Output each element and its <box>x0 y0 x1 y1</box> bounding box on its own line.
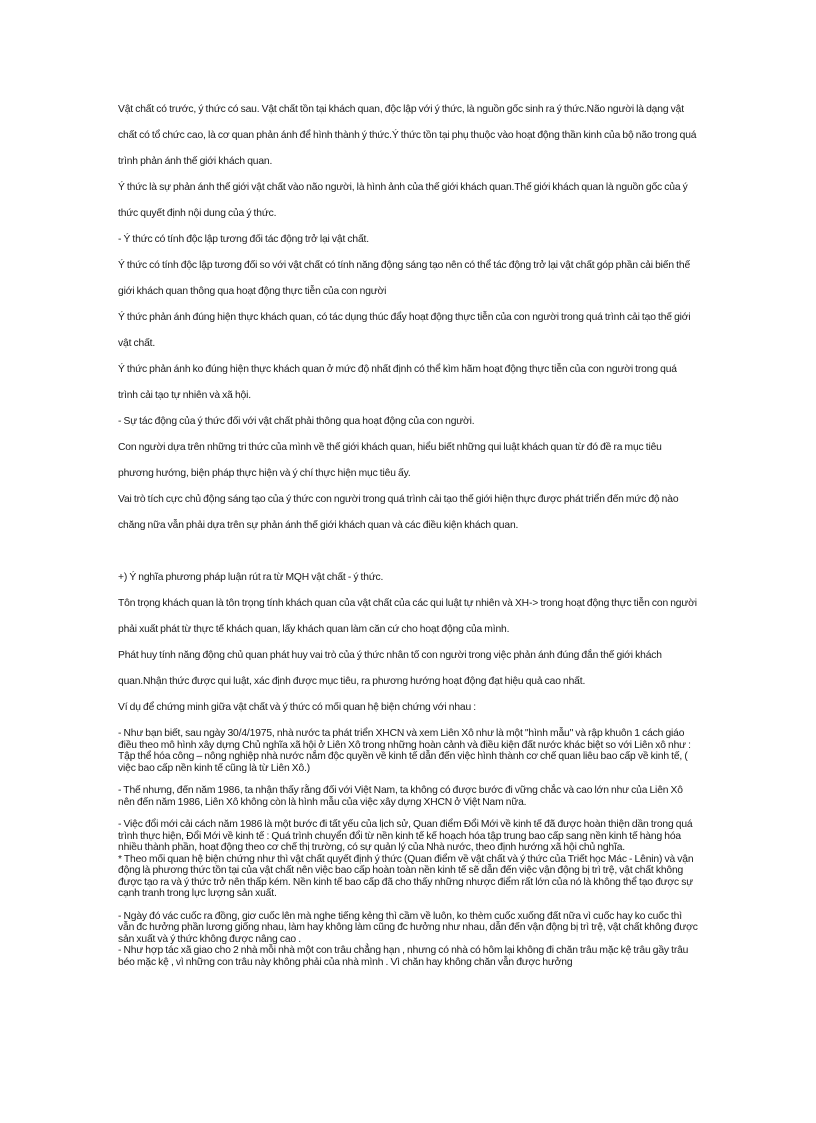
paragraph: - Thế nhưng, đến năm 1986, ta nhận thấy rằng đối với Việt Nam, ta không có được bước đi vững chắc và cao lớn như của Liên Xô nên đến năm 1986, Liên Xô không còn là hình mẫu của việc xây dựng XHCN ở Việt Nam nữa. <box>118 785 683 808</box>
section-heading: +) Ý nghĩa phương pháp luận rút ra từ MQH vật chất - ý thức. <box>118 572 384 583</box>
paragraph: Ý thức phản ánh ko đúng hiện thực khách quan ở mức độ nhất định có thể kìm hãm hoạt động thực tiễn của con người trong quá trình cải tạo tự nhiên và xã hội. <box>118 364 677 401</box>
paragraph: - Ngày đó vác cuốc ra đồng, giơ cuốc lên mà nghe tiếng kẻng thì cầm về luôn, ko thèm cuốc xuống đất nữa vì cuốc hay ko cuốc thì vẫn đc hưởng phần lương giống nhau, làm hay không làm cũng đc hưởng như nhau, dẫn đến vận động bị trì trệ, vật chất không được sản xuất và ý thức không được nâng cao . <box>118 910 698 945</box>
paragraph: Con người dựa trên những tri thức của mình về thế giới khách quan, hiểu biết những qui luật khách quan từ đó đề ra mục tiêu phương hướng, biện pháp thực hiện và ý chí thực hiện mục tiêu ấy. <box>118 442 662 479</box>
paragraph: - Sự tác động của ý thức đối với vật chất phải thông qua hoạt động của con người. <box>118 416 475 427</box>
paragraph: - Như hợp tác xã giao cho 2 nhà mỗi nhà một con trâu chẳng hạn , nhưng có nhà có hôm lại không đi chăn trâu mặc kệ trâu gầy trâu béo mặc kệ , vì những con trâu này không phải của nhà mình . Vì chăn hay không chăn vẫn được hưởng <box>118 945 689 968</box>
paragraph: - Việc đổi mới cải cách năm 1986 là một bước đi tất yếu của lịch sử, Quan điểm Đổi Mới về kinh tế đã được hoàn thiện dần trong quá trình thực hiện, Đổi Mới về kinh tế : Quá trình chuyển đổi từ nền kinh tế kế hoạch hóa tập trung bao cấp sang nền kinh tế hàng hóa nhiều thành phần, hoạt động theo cơ chế thị trường, có sự quản lý của Nhà nước, theo định hướng xã hội chủ nghĩa. <box>118 819 693 853</box>
document-body <box>118 97 698 968</box>
blank-line <box>118 539 698 565</box>
paragraph: Ý thức có tính độc lập tương đối so với vật chất có tính năng động sáng tạo nên có thể tác động trở lại vật chất góp phần cải biến thế giới khách quan thông qua hoạt động thực tiễn của con người <box>118 260 691 297</box>
paragraph: Tôn trọng khách quan là tôn trọng tính khách quan của vật chất của các qui luật tự nhiên và XH-> trong hoạt động thực tiễn con người phải xuất phát từ thực tế khách quan, lấy khách quan làm căn cứ cho hoạt động của mình. <box>118 598 697 635</box>
paragraph: - Ý thức có tính độc lập tương đối tác động trở lại vật chất. <box>118 234 369 245</box>
paragraph: Vật chất có trước, ý thức có sau. Vật chất tồn tại khách quan, độc lập với ý thức, là nguồn gốc sinh ra ý thức.Não người là dạng vật chất có tổ chức cao, là cơ quan phản ánh để hình thành ý thức.Ý thức tồn tại phụ thuộc vào hoạt động thần kinh của bộ não trong quá trình phản ánh thế giới khách quan. <box>118 104 697 167</box>
paragraph: Ý thức phản ánh đúng hiện thực khách quan, có tác dụng thúc đẩy hoạt động thực tiễn của con người trong quá trình cải tạo thế giới vật chất. <box>118 312 691 349</box>
paragraph: Phát huy tính năng động chủ quan phát huy vai trò của ý thức nhân tố con người trong việc phản ánh đúng đắn thế giới khách quan.Nhận thức được qui luật, xác định được mục tiêu, ra phương hướng hoạt động đạt hiệu quả cao nhất. <box>118 650 662 687</box>
paragraph: - Như bạn biết, sau ngày 30/4/1975, nhà nước ta phát triển XHCN và xem Liên Xô như là một "hình mẫu" và rập khuôn 1 cách giáo điều theo mô hình xây dựng Chủ nghĩa xã hội ở Liên Xô trong những hoàn cảnh và điều kiện đất nước khác biệt so với Liên xô như : Tập thể hóa công – nông nghiệp nhà nước nắm độc quyền về kinh tế dẫn đến việc hình thành cơ chế quan liêu bao cấp về kinh tế, ( việc bao cấp nền kinh tế cũng là từ Liên Xô.) <box>118 728 691 774</box>
paragraph: * Theo mối quan hệ biện chứng như thì vật chất quyết định ý thức (Quan điểm về vật chất và ý thức của Triết học Mác - Lênin) và vận động là phương thức tồn tại của vật chất nên việc bao cấp hoàn toàn nền kinh tế sẽ dẫn đến việc vận động bị trì trệ, vật chất không được tạo ra và ý thức trở nên thấp kém. Nền kinh tế bao cấp đã cho thấy những nhược điểm rất lớn của nó là không thể tạo được sự cạnh tranh trong lực lượng sản xuất. <box>118 853 694 899</box>
paragraph: Vai trò tích cực chủ động sáng tạo của ý thức con người trong quá trình cải tạo thế giới hiện thực được phát triển đến mức độ nào chăng nữa vẫn phải dựa trên sự phản ánh thế giới khách quan và các điều kiện khách quan. <box>118 494 679 531</box>
paragraph: Ví dụ để chứng minh giữa vật chất và ý thức có mối quan hệ biện chứng với nhau : <box>118 702 476 713</box>
paragraph: Ý thức là sự phản ánh thế giới vật chất vào não người, là hình ảnh của thế giới khách quan.Thế giới khách quan là nguồn gốc của ý thức quyết định nội dung của ý thức. <box>118 182 688 219</box>
